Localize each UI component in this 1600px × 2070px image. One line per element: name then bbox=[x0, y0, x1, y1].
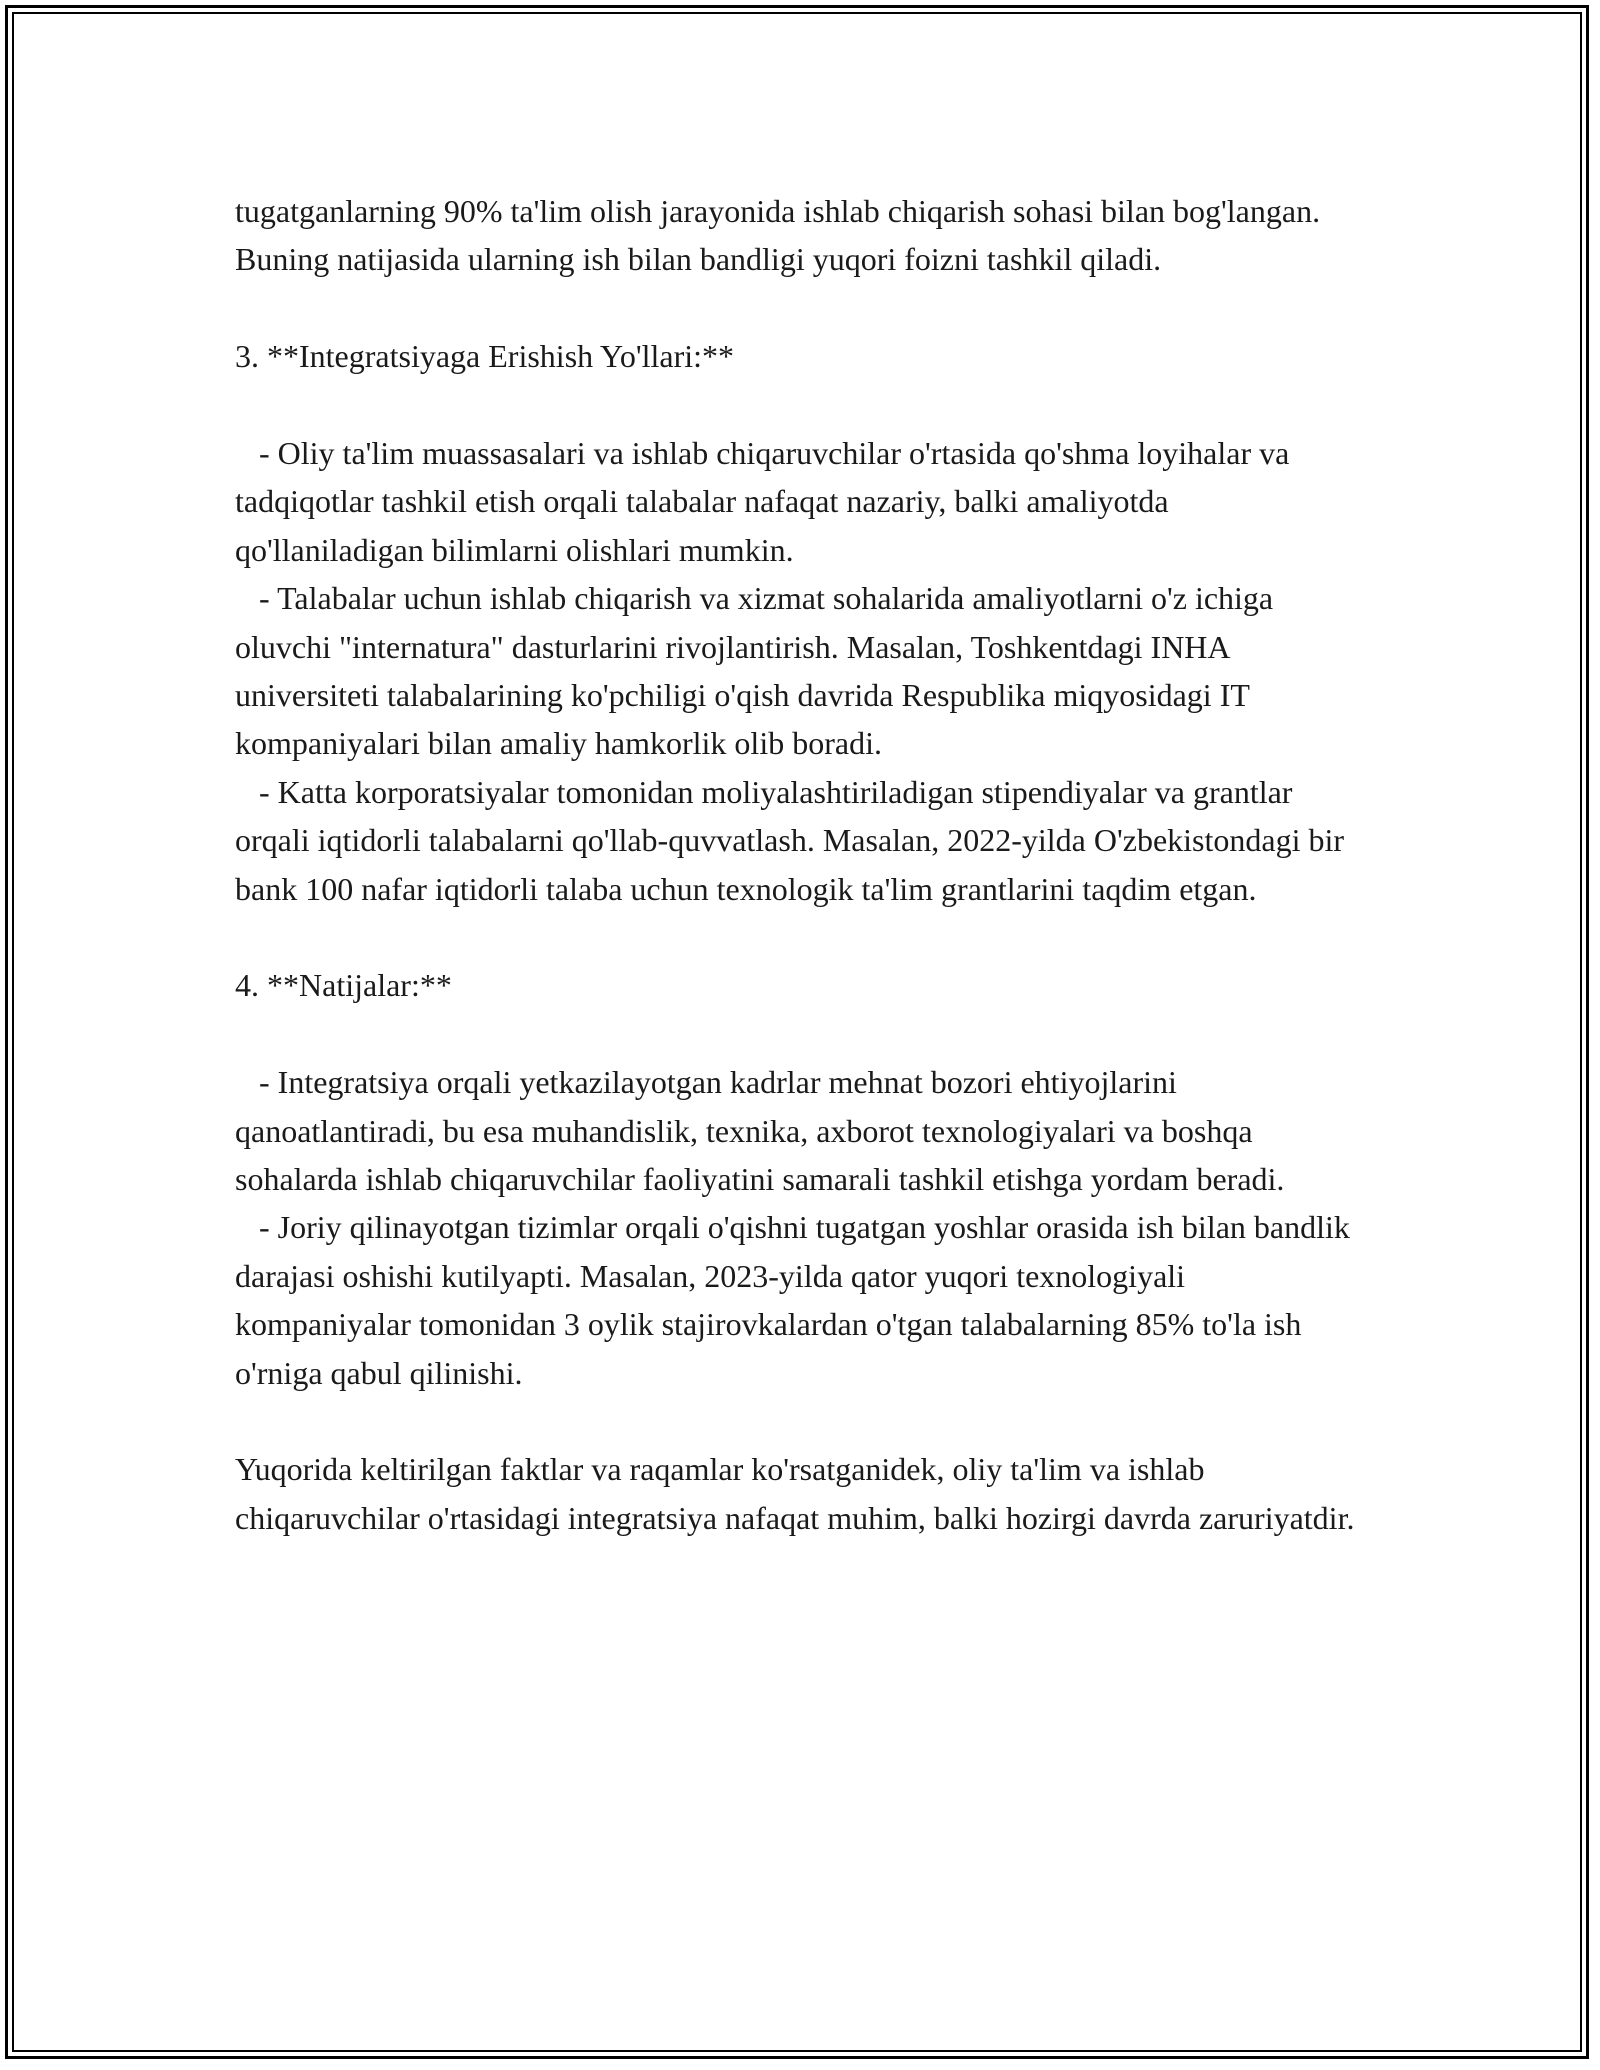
section-3-bullet-2: - Talabalar uchun ishlab chiqarish va xizmat sohalarida amaliyotlarni o'z ichiga oluvchi "internatura" dasturlarini rivojlantirish. Masalan, Toshkentdagi INHA universiteti talabalarining ko'pchiligi o'qish davrida Respublika miqyosidagi IT kompaniyalari bilan amaliy hamkorlik olib boradi. bbox=[235, 580, 1282, 762]
section-3-bullet-3: - Katta korporatsiyalar tomonidan moliyalashtiriladigan stipendiyalar va grantlar orqali iqtidorli talabalarni qo'llab-quvvatlash. Masalan, 2022-yilda O'zbekistondagi bir bank 100 nafar iqtidorli talaba uchun texnologik ta'lim grantlarini taqdim etgan. bbox=[235, 773, 1353, 907]
intro-continuation: tugatganlarning 90% ta'lim olish jarayonida ishlab chiqarish sohasi bilan bog'langan. Buning natijasida ularning ish bilan bandligi yuqori foizni tashkil qiladi. bbox=[235, 193, 1329, 278]
section-3-heading: 3. **Integratsiyaga Erishish Yo'llari:** bbox=[235, 338, 735, 375]
document-body bbox=[235, 187, 1365, 1542]
section-3-bullet-1: - Oliy ta'lim muassasalari va ishlab chiqaruvchilar o'rtasida qo'shma loyihalar va tadqiqotlar tashkil etish orqali talabalar nafaqat nazariy, balki amaliyotda qo'llaniladigan bilimlarni olishlari mumkin. bbox=[235, 435, 1298, 568]
section-4-heading: 4. **Natijalar:** bbox=[235, 967, 452, 1004]
conclusion-paragraph: Yuqorida keltirilgan faktlar va raqamlar ko'rsatganidek, oliy ta'lim va ishlab chiqaruvchilar o'rtasidagi integratsiya nafaqat muhim, balki hozirgi davrda zaruriyatdir. bbox=[235, 1451, 1355, 1536]
section-4-bullet-1: - Integratsiya orqali yetkazilayotgan kadrlar mehnat bozori ehtiyojlarini qanoatlantiradi, bu esa muhandislik, texnika, axborot texnologiyalari va boshqa sohalarda ishlab chiqaruvchilar faoliyatini samarali tashkil etishga yordam beradi. bbox=[235, 1064, 1285, 1198]
section-4-bullet-2: - Joriy qilinayotgan tizimlar orqali o'qishni tugatgan yoshlar orasida ish bilan bandlik darajasi oshishi kutilyapti. Masalan, 2023-yilda qator yuqori texnologiyali kompaniyalar tomonidan 3 oylik stajirovkalardan o'tgan talabalarning 85% to'la ish o'rniga qabul qilinishi. bbox=[235, 1209, 1358, 1391]
